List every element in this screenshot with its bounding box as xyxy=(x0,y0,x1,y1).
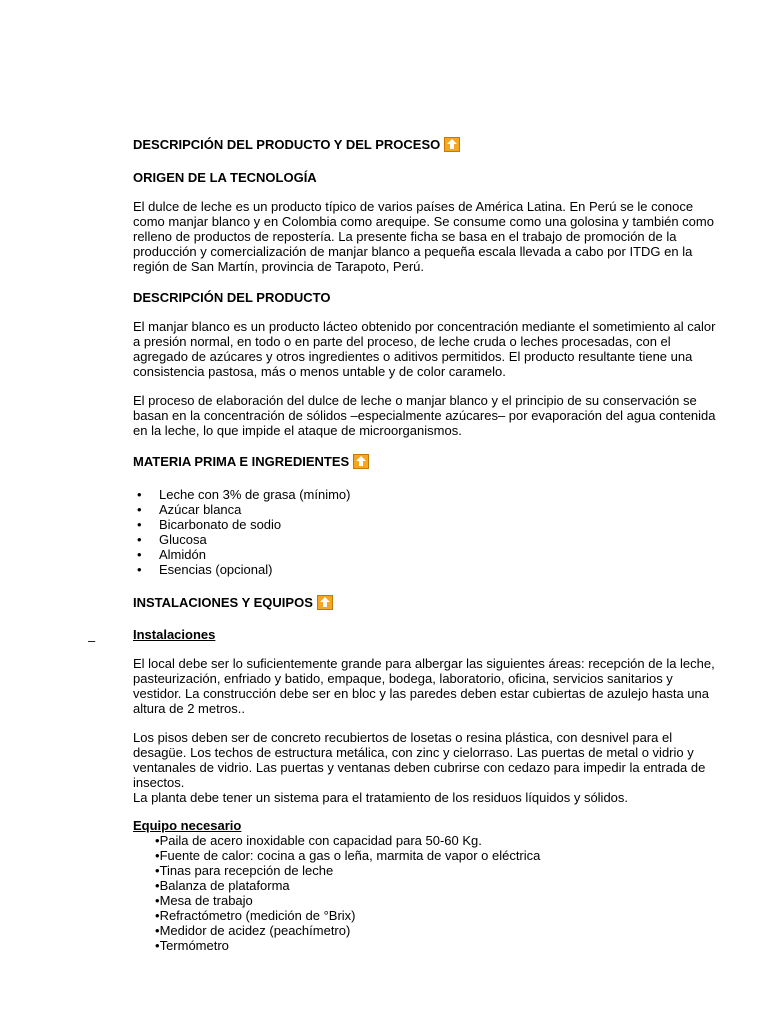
heading-origen xyxy=(133,170,718,185)
list-item-text: Almidón xyxy=(159,547,206,562)
bullet-icon: • xyxy=(137,547,142,562)
list-item xyxy=(155,893,718,908)
heading-text: DESCRIPCIÓN DEL PRODUCTO Y DEL PROCESO xyxy=(133,137,441,152)
bullet-icon: • xyxy=(155,893,160,908)
heading-text: INSTALACIONES Y EQUIPOS xyxy=(133,595,313,610)
bullet-icon: • xyxy=(155,908,160,923)
list-item xyxy=(133,562,718,577)
list-item xyxy=(155,878,718,893)
heading-descripcion-producto xyxy=(133,290,718,305)
instalaciones-paragraph-2: Los pisos deben ser de concreto recubiertos de losetas o resina plástica, con desnivel para el desagüe. Los techos de estructura metálica, con zinc y cielorraso. Las puertas de metal o vidrio y ventanales de vidrio. Las puertas y ventanas deben cubrirse con cedazo para impedir la entrada de insectos. xyxy=(133,730,706,790)
equipos-list xyxy=(133,833,718,953)
bullet-icon: • xyxy=(137,487,142,502)
origen-paragraph: El dulce de leche es un producto típico de varios países de América Latina. En Perú se le conoce como manjar blanco y en Colombia como arequipe. Se consume como una golosina y también como relleno de productos de repostería. La presente ficha se basa en el trabajo de promoción de la producción y comercialización de manjar blanco a pequeña escala llevada a cabo por ITDG en la región de San Martín, provincia de Tarapoto, Perú. xyxy=(133,199,714,274)
bullet-icon: • xyxy=(155,863,160,878)
bullet-icon: • xyxy=(155,923,160,938)
document-page xyxy=(133,137,718,953)
list-item xyxy=(133,502,718,517)
list-item-text: Termómetro xyxy=(159,938,229,953)
ingredientes-list xyxy=(133,487,718,577)
instalaciones-paragraph-3: La planta debe tener un sistema para el tratamiento de los residuos líquidos y sólidos. xyxy=(133,790,629,805)
bullet-icon: • xyxy=(155,938,160,953)
list-item-text: Fuente de calor: cocina a gas o leña, marmita de vapor o eléctrica xyxy=(159,848,541,863)
bullet-icon: • xyxy=(137,562,142,577)
back-to-top-icon[interactable] xyxy=(444,137,460,152)
list-item-text: Bicarbonato de sodio xyxy=(159,517,282,532)
equipo-subheading: Equipo necesario xyxy=(133,818,242,833)
bullet-icon: • xyxy=(137,532,142,547)
bullet-icon: • xyxy=(155,833,160,848)
back-to-top-icon[interactable] xyxy=(353,454,369,469)
list-item xyxy=(155,833,718,848)
list-item xyxy=(155,863,718,878)
margin-dash: – xyxy=(88,633,96,648)
list-item xyxy=(155,923,718,938)
list-item-text: Glucosa xyxy=(159,532,207,547)
list-item xyxy=(133,487,718,502)
heading-text: ORIGEN DE LA TECNOLOGÍA xyxy=(133,170,317,185)
bullet-icon: • xyxy=(155,848,160,863)
list-item xyxy=(133,547,718,562)
heading-text: DESCRIPCIÓN DEL PRODUCTO xyxy=(133,290,331,305)
list-item-text: Mesa de trabajo xyxy=(159,893,253,908)
list-item-text: Paila de acero inoxidable con capacidad para 50-60 Kg. xyxy=(159,833,482,848)
instalaciones-subheading: Instalaciones xyxy=(133,627,216,642)
back-to-top-icon[interactable] xyxy=(317,595,333,610)
list-item xyxy=(133,532,718,547)
heading-descripcion-proceso xyxy=(133,137,718,152)
list-item-text: Azúcar blanca xyxy=(159,502,242,517)
list-item xyxy=(155,908,718,923)
heading-materia-prima xyxy=(133,454,718,469)
list-item-text: Medidor de acidez (peachímetro) xyxy=(159,923,351,938)
list-item xyxy=(155,848,718,863)
bullet-icon: • xyxy=(137,517,142,532)
list-item-text: Tinas para recepción de leche xyxy=(159,863,334,878)
bullet-icon: • xyxy=(155,878,160,893)
list-item xyxy=(133,517,718,532)
list-item-text: Balanza de plataforma xyxy=(159,878,290,893)
list-item xyxy=(155,938,718,953)
heading-instalaciones-equipos xyxy=(133,595,718,610)
list-item-text: Leche con 3% de grasa (mínimo) xyxy=(159,487,351,502)
list-item-text: Esencias (opcional) xyxy=(159,562,273,577)
instalaciones-paragraph-1: El local debe ser lo suficientemente grande para albergar las siguientes áreas: recepción de la leche, pasteurización, enfriado y batido, empaque, bodega, laboratorio, oficina, servicios sanitarios y vestidor. La construcción debe ser en bloc y las paredes deben estar cubiertas de azulejo hasta una altura de 2 metros.. xyxy=(133,656,715,716)
bullet-icon: • xyxy=(137,502,142,517)
producto-paragraph-1: El manjar blanco es un producto lácteo obtenido por concentración mediante el sometimiento al calor a presión normal, en todo o en parte del proceso, de leche cruda o leches procesadas, con el agregado de azúcares y otros ingredientes o aditivos permitidos. El producto resultante tiene una consistencia pastosa, más o menos untable y de color caramelo. xyxy=(133,319,716,379)
list-item-text: Refractómetro (medición de °Brix) xyxy=(159,908,356,923)
producto-paragraph-2: El proceso de elaboración del dulce de leche o manjar blanco y el principio de su conservación se basan en la concentración de sólidos –especialmente azúcares– por evaporación del agua contenida en la leche, lo que impide el ataque de microorganismos. xyxy=(133,393,716,438)
heading-text: MATERIA PRIMA E INGREDIENTES xyxy=(133,454,350,469)
